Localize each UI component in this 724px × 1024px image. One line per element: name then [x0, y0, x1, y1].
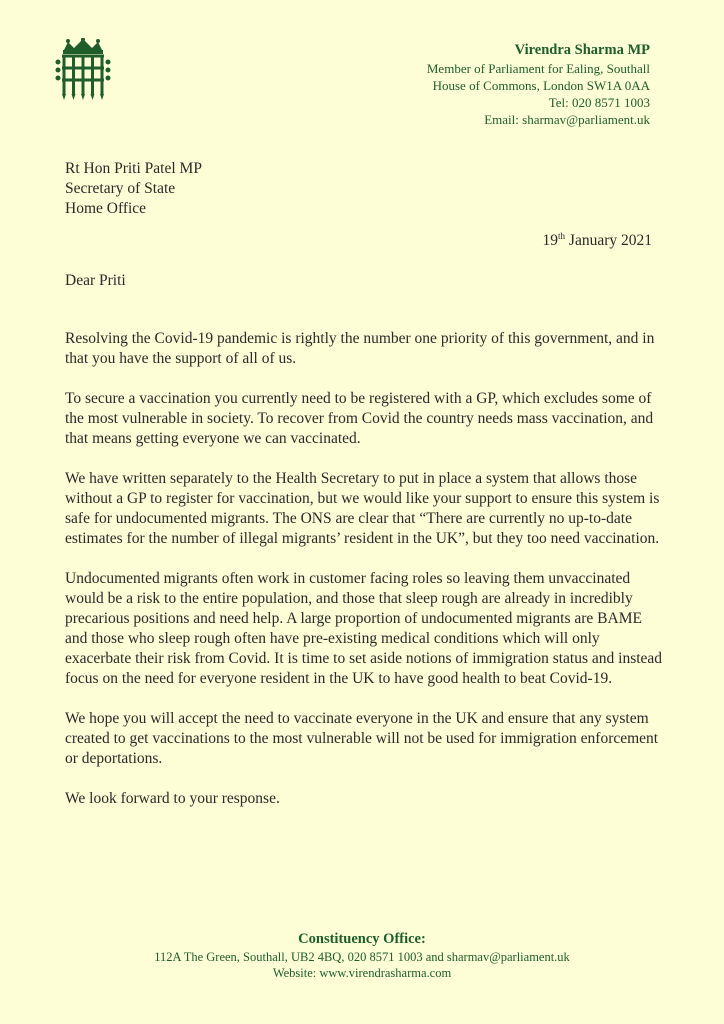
body-paragraph: We look forward to your response. — [65, 790, 280, 807]
mp-telephone: Tel: 020 8571 1003 — [548, 95, 650, 110]
body-paragraph: We hope you will accept the need to vaccinate everyone in the UK and ensure that any system created to get vaccinations to the most vulnerable will not be used for immigration enforcement or deportations. — [65, 710, 659, 767]
letter-date — [543, 232, 652, 250]
date-rest: January 2021 — [565, 232, 652, 249]
mp-name: Virendra Sharma MP — [514, 42, 650, 58]
body-paragraph: Undocumented migrants often work in customer facing roles so leaving them unvaccinated would be a risk to the entire population, and those that sleep rough are already in incredibly precarious positions and need help. A large proportion of undocumented migrants are BAME and those who sleep rough often have pre-existing medical conditions which will only exacerbate their risk from Covid. It is time to set aside notions of immigration status and instead focus on the need for everyone resident in the UK to have good health to beat Covid-19. — [65, 570, 663, 687]
mp-address: House of Commons, London SW1A 0AA — [432, 78, 650, 93]
body-paragraph: To secure a vaccination you currently need to be registered with a GP, which excludes some of the most vulnerable in society. To recover from Covid the country needs mass vaccination, and that means getting everyone we can vaccinated. — [65, 390, 654, 447]
body-paragraph: We have written separately to the Health Secretary to put in place a system that allows those without a GP to register for vaccination, but we would like your support to ensure this system is safe for undocumented migrants. The ONS are clear that “There are currently no up-to-date estimates for the number of illegal migrants’ resident in the UK”, but they too need vaccination. — [65, 470, 660, 547]
recipient-block — [65, 159, 202, 219]
footer — [0, 930, 724, 981]
footer-website: Website: www.virendrasharma.com — [272, 966, 452, 980]
recipient-line: Home Office — [65, 200, 147, 217]
date-day: 19 — [542, 232, 559, 249]
salutation: Dear Priti — [65, 272, 126, 289]
mp-email: Email: sharmav@parliament.uk — [484, 112, 650, 127]
letter-body — [65, 329, 665, 829]
recipient-line: Rt Hon Priti Patel MP — [65, 160, 202, 177]
letterhead — [427, 41, 650, 128]
footer-address: 112A The Green, Southall, UB2 4BQ, 020 8571 1003 and sharmav@parliament.uk — [154, 950, 570, 964]
recipient-line: Secretary of State — [65, 180, 176, 197]
body-paragraph: Resolving the Covid-19 pandemic is rightly the number one priority of this government, and in that you have the support of all of us. — [65, 330, 655, 367]
footer-title: Constituency Office: — [298, 931, 426, 947]
mp-role: Member of Parliament for Ealing, Southall — [426, 61, 650, 76]
portcullis-icon — [54, 38, 112, 102]
date-suffix: th — [558, 230, 566, 241]
